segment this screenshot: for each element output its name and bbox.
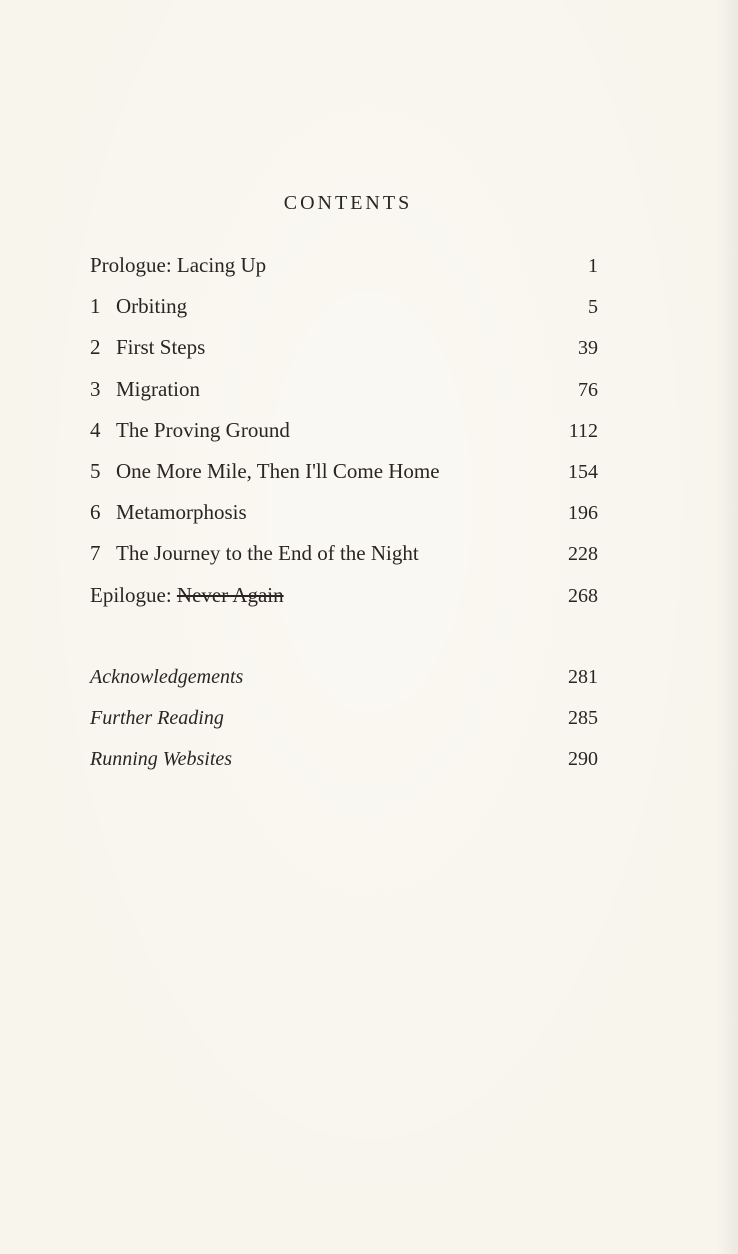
toc-entry-page: 285 — [568, 706, 598, 729]
toc-entry-label: One More Mile, Then I'll Come Home — [116, 458, 440, 483]
chapter-number: 1 — [90, 294, 101, 319]
chapter-number: 4 — [90, 417, 101, 442]
toc-entry-page: 196 — [568, 502, 598, 525]
toc-entry-label: Metamorphosis — [116, 500, 247, 525]
chapter-number: 5 — [90, 458, 101, 483]
toc-entry-page: 5 — [588, 296, 598, 319]
toc-entry-prologue — [90, 253, 598, 294]
toc-entry-page: 290 — [568, 748, 598, 771]
chapter-number: 3 — [90, 376, 101, 401]
toc-entry-chapter-1 — [90, 294, 598, 335]
toc-entry-label: The Journey to the End of the Night — [116, 541, 419, 566]
toc-entry-running-websites — [90, 748, 598, 789]
toc-entry-chapter-5 — [90, 459, 598, 500]
toc-entry-label: First Steps — [116, 335, 206, 360]
toc-entry-acknowledgements — [90, 666, 598, 707]
toc-entry-page: 154 — [568, 460, 598, 483]
toc-entry-label: Acknowledgements — [90, 665, 244, 688]
toc-entry-page: 268 — [568, 584, 598, 607]
toc-entry-epilogue — [90, 583, 598, 624]
toc-entry-chapter-2 — [90, 335, 598, 376]
toc-entry-label: The Proving Ground — [116, 417, 290, 442]
toc-entry-label: Prologue: Lacing Up — [90, 253, 267, 277]
toc-entry-label: Epilogue: — [90, 582, 177, 607]
toc-entry-page: 39 — [578, 337, 598, 360]
toc-entry-chapter-7 — [90, 541, 598, 582]
toc-entry-label: Migration — [116, 376, 200, 401]
toc-entry-page: 112 — [568, 419, 598, 442]
toc-entry-page: 228 — [568, 543, 598, 566]
table-of-contents — [90, 253, 598, 789]
chapter-number: 6 — [90, 500, 101, 525]
toc-entry-chapter-3 — [90, 377, 598, 418]
toc-entry-page: 281 — [568, 665, 598, 688]
toc-entry-label: Further Reading — [90, 706, 224, 729]
toc-entry-further-reading — [90, 707, 598, 748]
chapter-number: 7 — [90, 541, 101, 566]
toc-entry-label: Orbiting — [116, 294, 188, 319]
section-spacer — [90, 624, 598, 666]
page-edge-shadow — [716, 0, 738, 1254]
struck-through-text: Never Again — [176, 582, 284, 607]
contents-heading: CONTENTS — [283, 192, 413, 214]
toc-entry-chapter-4 — [90, 418, 598, 459]
toc-entry-page: 76 — [578, 378, 598, 401]
toc-entry-page: 1 — [588, 255, 598, 277]
chapter-number: 2 — [90, 335, 101, 360]
toc-entry-chapter-6 — [90, 500, 598, 541]
toc-entry-label: Running Websites — [90, 748, 233, 771]
